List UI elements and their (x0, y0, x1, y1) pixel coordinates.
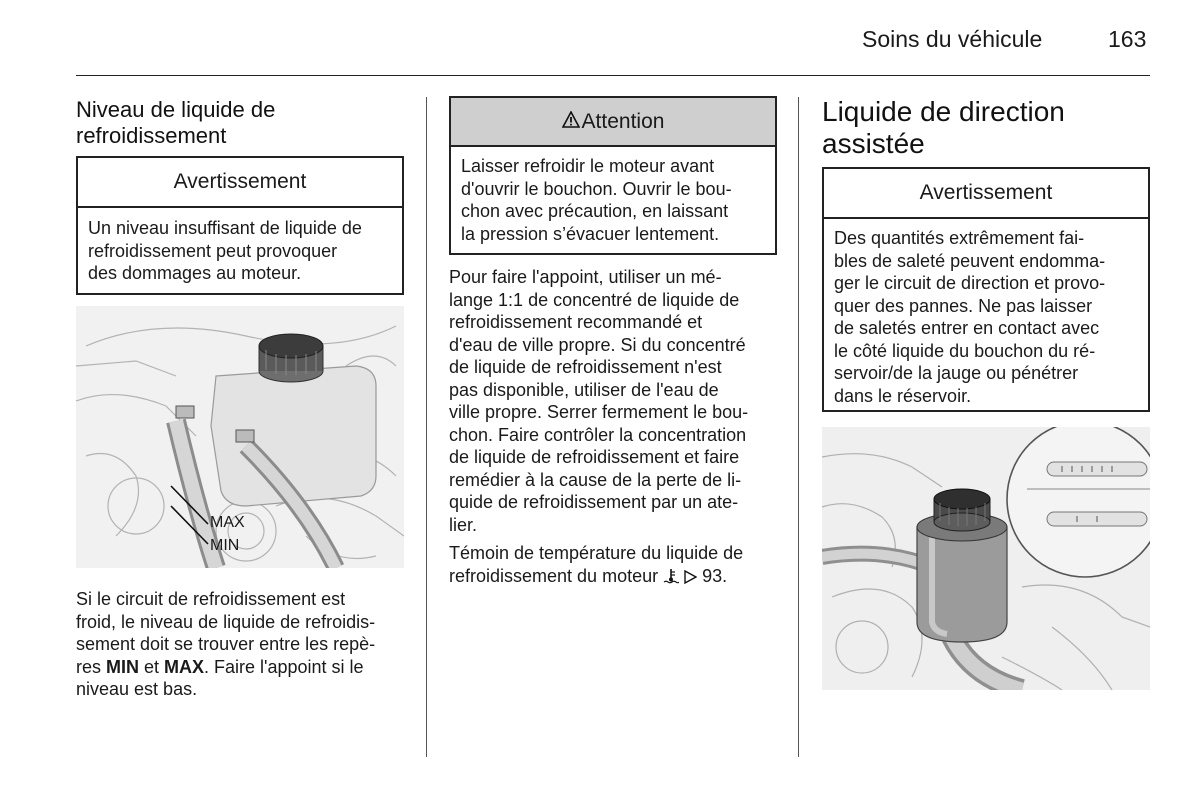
warning-line: dans le réservoir. (834, 385, 972, 406)
attention-line: la pression s’évacuer lentement. (461, 223, 720, 244)
warning-line: Des quantités extrêmement fai- (834, 228, 1085, 248)
paragraph-line: niveau est bas. (76, 679, 198, 699)
warning-triangle-icon (562, 99, 580, 146)
attention-line: chon avec précaution, en laissant (461, 201, 729, 221)
text-run: refroidissement du moteur (449, 565, 664, 586)
paragraph-line: chon. Faire contrôler la concentration (449, 424, 747, 445)
attention-line: Laisser refroidir le moteur avant (461, 156, 715, 176)
refill-paragraph (449, 266, 789, 536)
column-divider-2 (798, 97, 799, 757)
coolant-warning-box (76, 156, 404, 295)
header-rule (76, 75, 1150, 76)
attention-title: Attention (581, 110, 665, 133)
page-number: 163 (1108, 26, 1147, 52)
paragraph-line: Si le circuit de refroidissement est (76, 589, 346, 609)
warning-line: quer des pannes. Ne pas laisser (834, 295, 1093, 316)
paragraph-line: remédier à la cause de la perte de li- (449, 469, 742, 490)
warning-body (78, 208, 402, 294)
heading-line: assistée (822, 128, 925, 159)
section-title: Soins du véhicule (862, 26, 1043, 52)
max-label: MAX (210, 514, 245, 531)
paragraph-line: d'eau de ville propre. Si du concentré (449, 334, 746, 355)
paragraph-line: de liquide de refroidissement et faire (449, 447, 740, 467)
column-divider-1 (426, 97, 427, 757)
page-reference[interactable]: 93. (697, 565, 728, 586)
attention-line: d'ouvrir le bouchon. Ouvrir le bou- (461, 178, 732, 199)
text-run: res (76, 656, 107, 677)
paragraph-line: ville propre. Serrer fermement le bou- (449, 402, 749, 422)
power-steering-heading (822, 96, 1065, 160)
coolant-temperature-icon (663, 567, 679, 586)
page-reference-arrow-icon[interactable] (684, 567, 697, 586)
paragraph-line (76, 656, 416, 679)
warning-line: des dommages au moteur. (88, 263, 302, 283)
coolant-reservoir-figure (76, 306, 404, 568)
paragraph-line (449, 565, 789, 589)
power-steering-reservoir-illustration (822, 427, 1150, 690)
warning-title: Avertissement (824, 169, 1148, 219)
attention-body (451, 147, 775, 254)
power-steering-reservoir-figure (822, 427, 1150, 690)
warning-body (824, 219, 1148, 416)
warning-title: Avertissement (78, 158, 402, 208)
paragraph-line: lange 1:1 de concentré de liquide de (449, 289, 740, 310)
warning-line: de saletés entrer en contact avec (834, 318, 1100, 338)
paragraph-line: quide de refroidissement par un ate- (449, 492, 739, 512)
coolant-level-heading (76, 97, 275, 149)
power-steering-warning-box (822, 167, 1150, 412)
coolant-level-paragraph (76, 588, 416, 701)
warning-line: Un niveau insuffisant de liquide de (88, 218, 362, 238)
heading-line: refroidissement (76, 123, 227, 148)
paragraph-line: Pour faire l'appoint, utiliser un mé- (449, 267, 722, 287)
paragraph-line: de liquide de refroidissement n'est (449, 357, 722, 377)
paragraph-line: refroidissement recommandé et (449, 312, 703, 332)
text-run: et (139, 656, 165, 677)
paragraph-line: sement doit se trouver entre les repè- (76, 634, 376, 654)
paragraph-line: Témoin de température du liquide de (449, 543, 744, 563)
text-run: . Faire l'appoint si le (204, 656, 364, 677)
paragraph-line: froid, le niveau de liquide de refroidis- (76, 611, 376, 632)
min-label: MIN (210, 537, 240, 554)
warning-line: refroidissement peut provoquer (88, 240, 338, 261)
min-keyword: MIN (106, 656, 140, 677)
paragraph-line: lier. (449, 514, 478, 535)
attention-box (449, 96, 777, 255)
warning-line: le côté liquide du bouchon du ré- (834, 340, 1096, 361)
heading-line: Liquide de direction (822, 96, 1065, 127)
warning-line: servoir/de la jauge ou pénétrer (834, 363, 1079, 383)
warning-line: ger le circuit de direction et provo- (834, 273, 1106, 293)
attention-title-bar (451, 98, 775, 147)
paragraph-line: pas disponible, utiliser de l'eau de (449, 379, 719, 400)
max-keyword: MAX (164, 656, 205, 677)
temperature-indicator-paragraph (449, 542, 789, 588)
warning-line: bles de saleté peuvent endomma- (834, 250, 1106, 271)
heading-line: Niveau de liquide de (76, 97, 276, 122)
